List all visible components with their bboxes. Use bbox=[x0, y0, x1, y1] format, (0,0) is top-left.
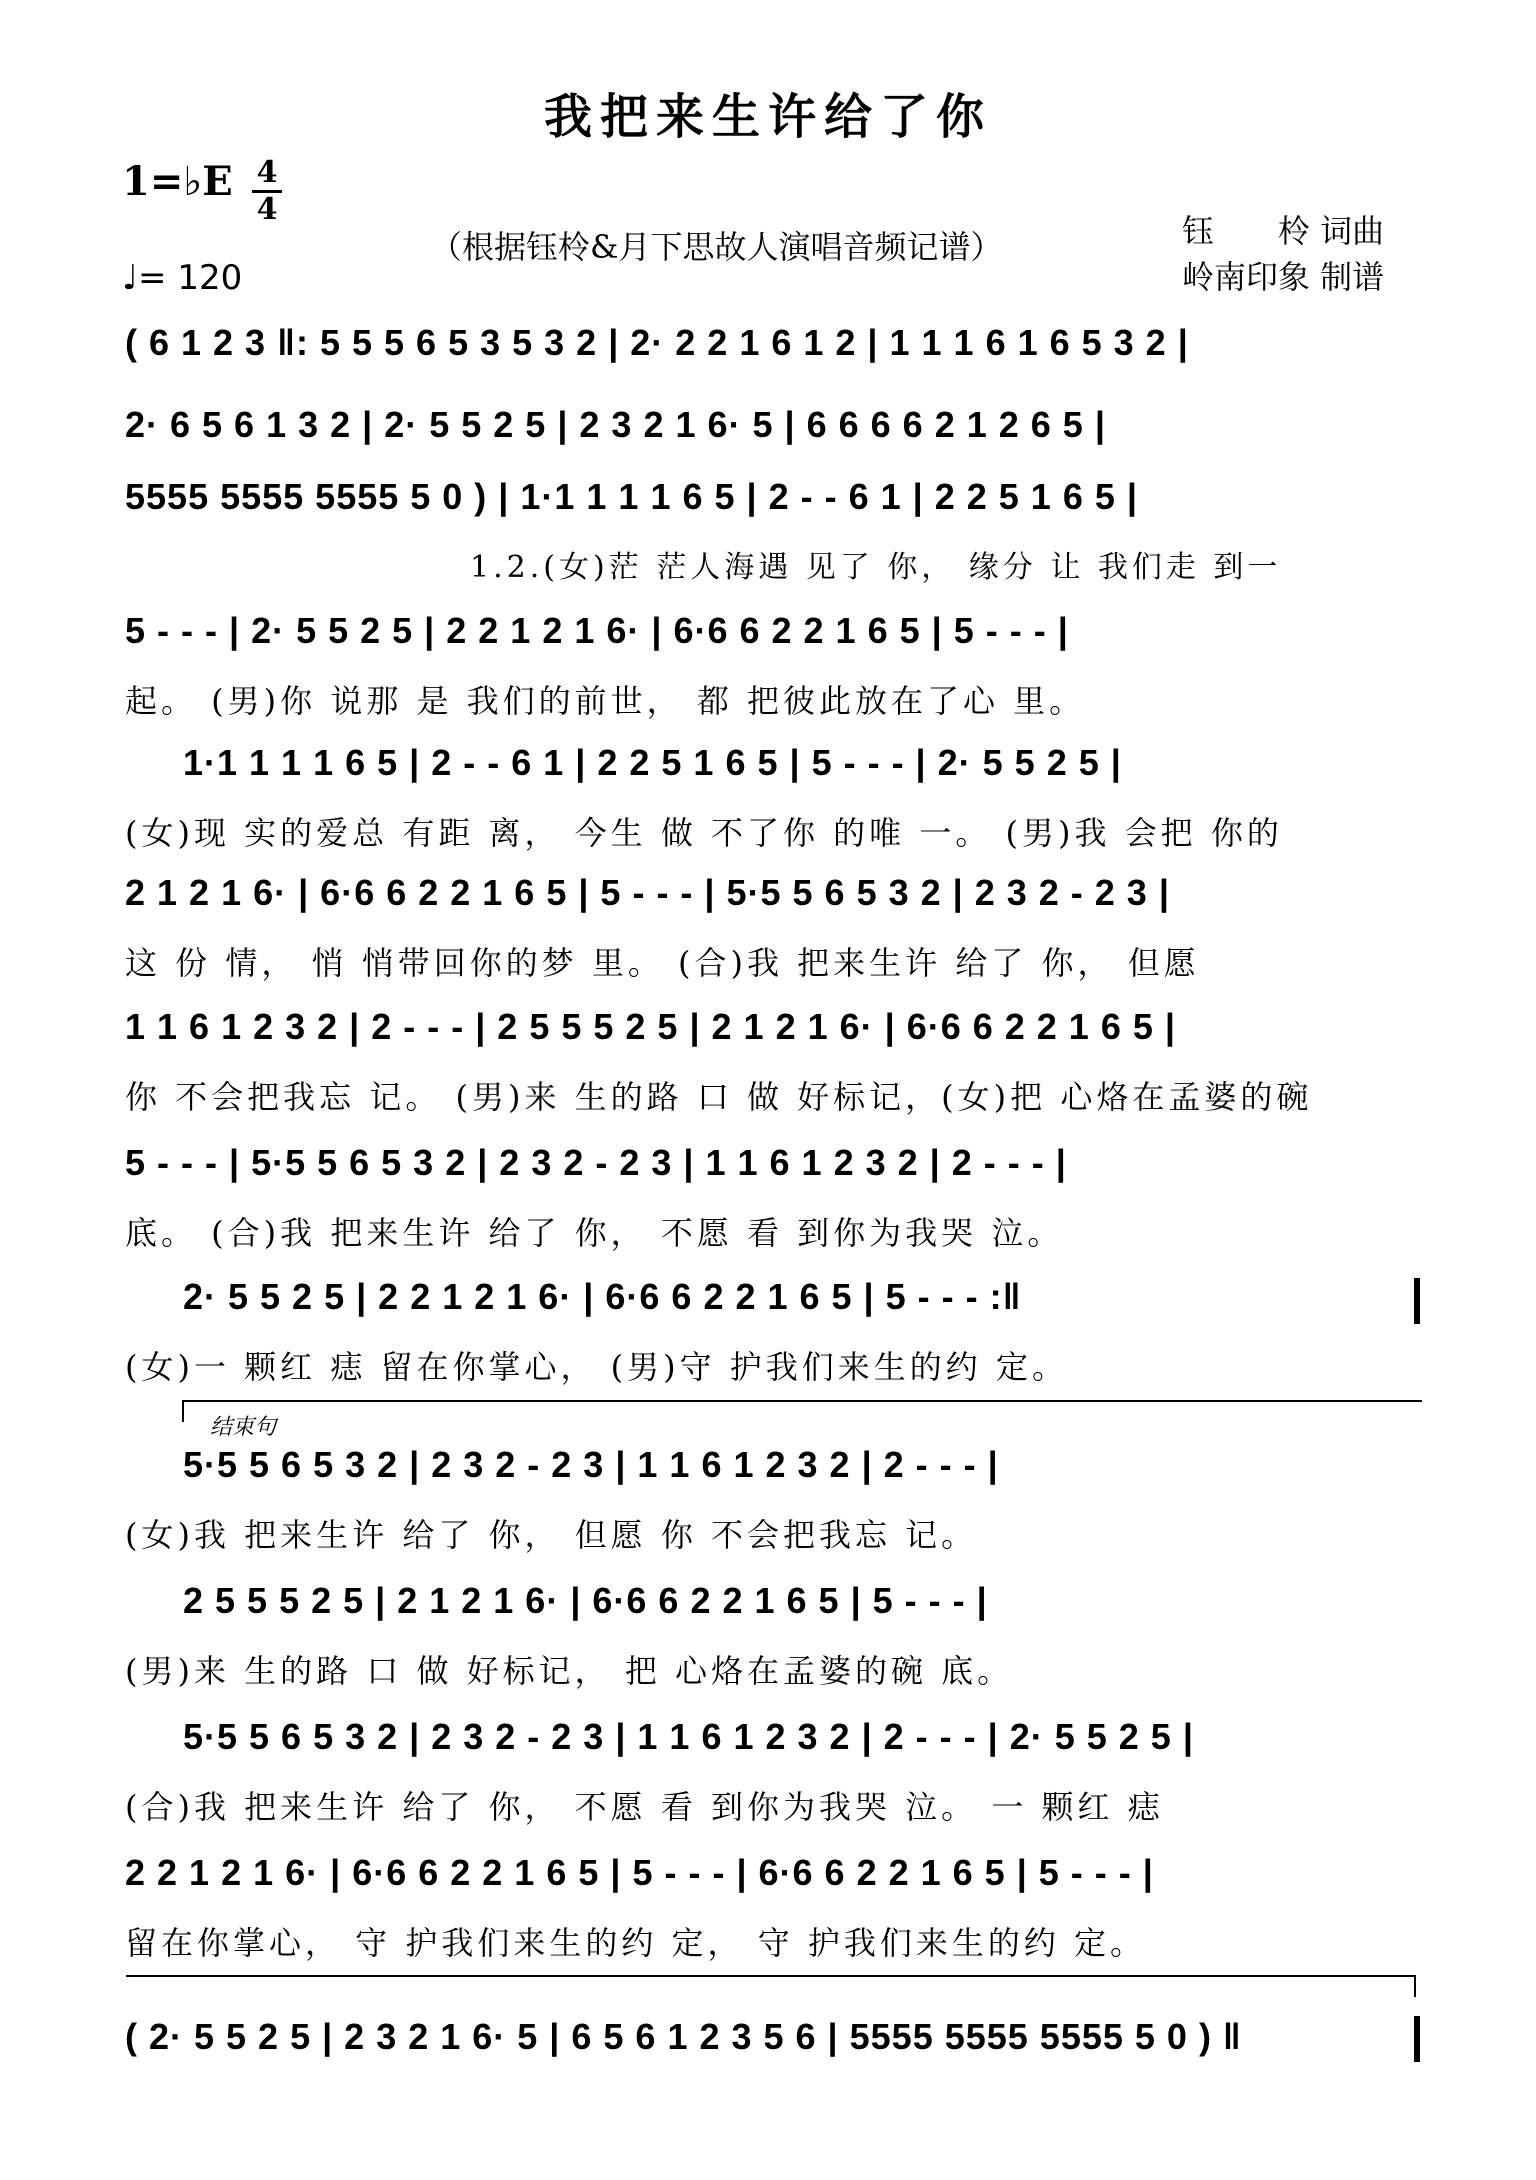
final-bar bbox=[1414, 2016, 1420, 2062]
lyrics-line: (女)我 把来生许 给了 你， 但愿 你 不会把我忘 记。 bbox=[125, 1516, 978, 1554]
lyrics-line: 1.2.(女)茫 茫人海遇 见了 你， 缘分 让 我们走 到一 bbox=[470, 550, 1282, 585]
song-title: 我把来生许给了你 bbox=[543, 89, 992, 145]
notation-line: 5·5 5 6 5 3 2 | 2 3 2 - 2 3 | 1 1 6 1 2 3 2 | 2 - - - | bbox=[183, 1444, 999, 1485]
notation-line: 2 5 5 5 2 5 | 2 1 2 1 6· | 6·6 6 2 2 1 6 5 | 5 - - - | bbox=[183, 1580, 988, 1621]
divider-tick bbox=[1414, 1975, 1416, 1997]
lyrics-line: (女)现 实的爱总 有距 离， 今生 做 不了你 的唯 一。 (男)我 会把 你的 bbox=[125, 814, 1283, 852]
notation-line: 5 - - - | 5·5 5 6 5 3 2 | 2 3 2 - 2 3 | 1 1 6 1 2 3 2 | 2 - - - | bbox=[125, 1142, 1067, 1183]
notation-line: 5 - - - | 2· 5 5 2 5 | 2 2 1 2 1 6· | 6·6 6 2 2 1 6 5 | 5 - - - | bbox=[125, 610, 1069, 651]
notation-line: 2· 5 5 2 5 | 2 2 1 2 1 6· | 6·6 6 2 2 1 6 5 | 5 - - - :‖ bbox=[183, 1276, 1022, 1317]
lyrics-line: 这 份 情， 悄 悄带回你的梦 里。 (合)我 把来生许 给了 你， 但愿 bbox=[125, 944, 1200, 982]
notation-line: 5555 5555 5555 5 0 ) | 1·1 1 1 1 6 5 | 2 - - 6 1 | 2 2 5 1 6 5 | bbox=[125, 476, 1138, 517]
notation-line: ( 6 1 2 3 ‖: 5 5 5 6 5 3 5 3 2 | 2· 2 2 1 6 1 2 | 1 1 1 6 1 6 5 3 2 | bbox=[125, 322, 1189, 363]
section-divider bbox=[126, 1975, 1416, 1977]
notation-line: 1·1 1 1 1 6 5 | 2 - - 6 1 | 2 2 5 1 6 5 | 5 - - - | 2· 5 5 2 5 | bbox=[183, 742, 1122, 783]
time-signature bbox=[252, 155, 282, 227]
ending-label: 结束句 bbox=[210, 1415, 277, 1440]
notation-line: 1 1 6 1 2 3 2 | 2 - - - | 2 5 5 5 2 5 | 2 1 2 1 6· | 6·6 6 2 2 1 6 5 | bbox=[125, 1006, 1176, 1047]
notation-line: 2 1 2 1 6· | 6·6 6 2 2 1 6 5 | 5 - - - | 5·5 5 6 5 3 2 | 2 3 2 - 2 3 | bbox=[125, 872, 1170, 913]
repeat-end-bar bbox=[1414, 1278, 1420, 1324]
score-credit: 岭南印象 制谱 bbox=[1182, 258, 1385, 296]
key-signature: 1=♭E bbox=[122, 158, 233, 205]
lyrics-line: (女)一 颗红 痣 留在你掌心， (男)守 护我们来生的约 定。 bbox=[125, 1348, 1068, 1386]
time-top: 4 bbox=[256, 155, 278, 190]
notation-line: 2· 6 5 6 1 3 2 | 2· 5 5 2 5 | 2 3 2 1 6· 5 | 6 6 6 6 2 1 2 6 5 | bbox=[125, 404, 1106, 445]
lyrics-line: 留在你掌心， 守 护我们来生的约 定， 守 护我们来生的约 定。 bbox=[125, 1924, 1147, 1962]
lyrics-line: 起。 (男)你 说那 是 我们的前世， 都 把彼此放在了心 里。 bbox=[125, 682, 1086, 720]
lyrics-line: (合)我 把来生许 给了 你， 不愿 看 到你为我哭 泣。 一 颗红 痣 bbox=[125, 1788, 1164, 1826]
source-note: （根据钰柃&月下思故人演唱音频记谱） bbox=[430, 228, 1003, 266]
lyrics-line: 底。 (合)我 把来生许 给了 你， 不愿 看 到你为我哭 泣。 bbox=[125, 1214, 1064, 1252]
tempo-marking: ♩= 120 bbox=[122, 258, 243, 298]
notation-line: 2 2 1 2 1 6· | 6·6 6 2 2 1 6 5 | 5 - - - | 6·6 6 2 2 1 6 5 | 5 - - - | bbox=[125, 1852, 1154, 1893]
notation-line: 5·5 5 6 5 3 2 | 2 3 2 - 2 3 | 1 1 6 1 2 3 2 | 2 - - - | 2· 5 5 2 5 | bbox=[183, 1716, 1194, 1757]
notation-line: ( 2· 5 5 2 5 | 2 3 2 1 6· 5 | 6 5 6 1 2 3 5 6 | 5555 5555 5555 5 0 ) ‖ bbox=[125, 2016, 1242, 2057]
lyrics-line: (男)来 生的路 口 做 好标记， 把 心烙在孟婆的碗 底。 bbox=[125, 1652, 1014, 1690]
lyrics-music-credit: 钰 柃 词曲 bbox=[1182, 212, 1385, 250]
volta-tick bbox=[182, 1400, 184, 1422]
volta-line bbox=[182, 1400, 1422, 1402]
lyrics-line: 你 不会把我忘 记。 (男)来 生的路 口 做 好标记，(女)把 心烙在孟婆的碗 bbox=[125, 1078, 1313, 1116]
time-bottom: 4 bbox=[256, 192, 278, 227]
